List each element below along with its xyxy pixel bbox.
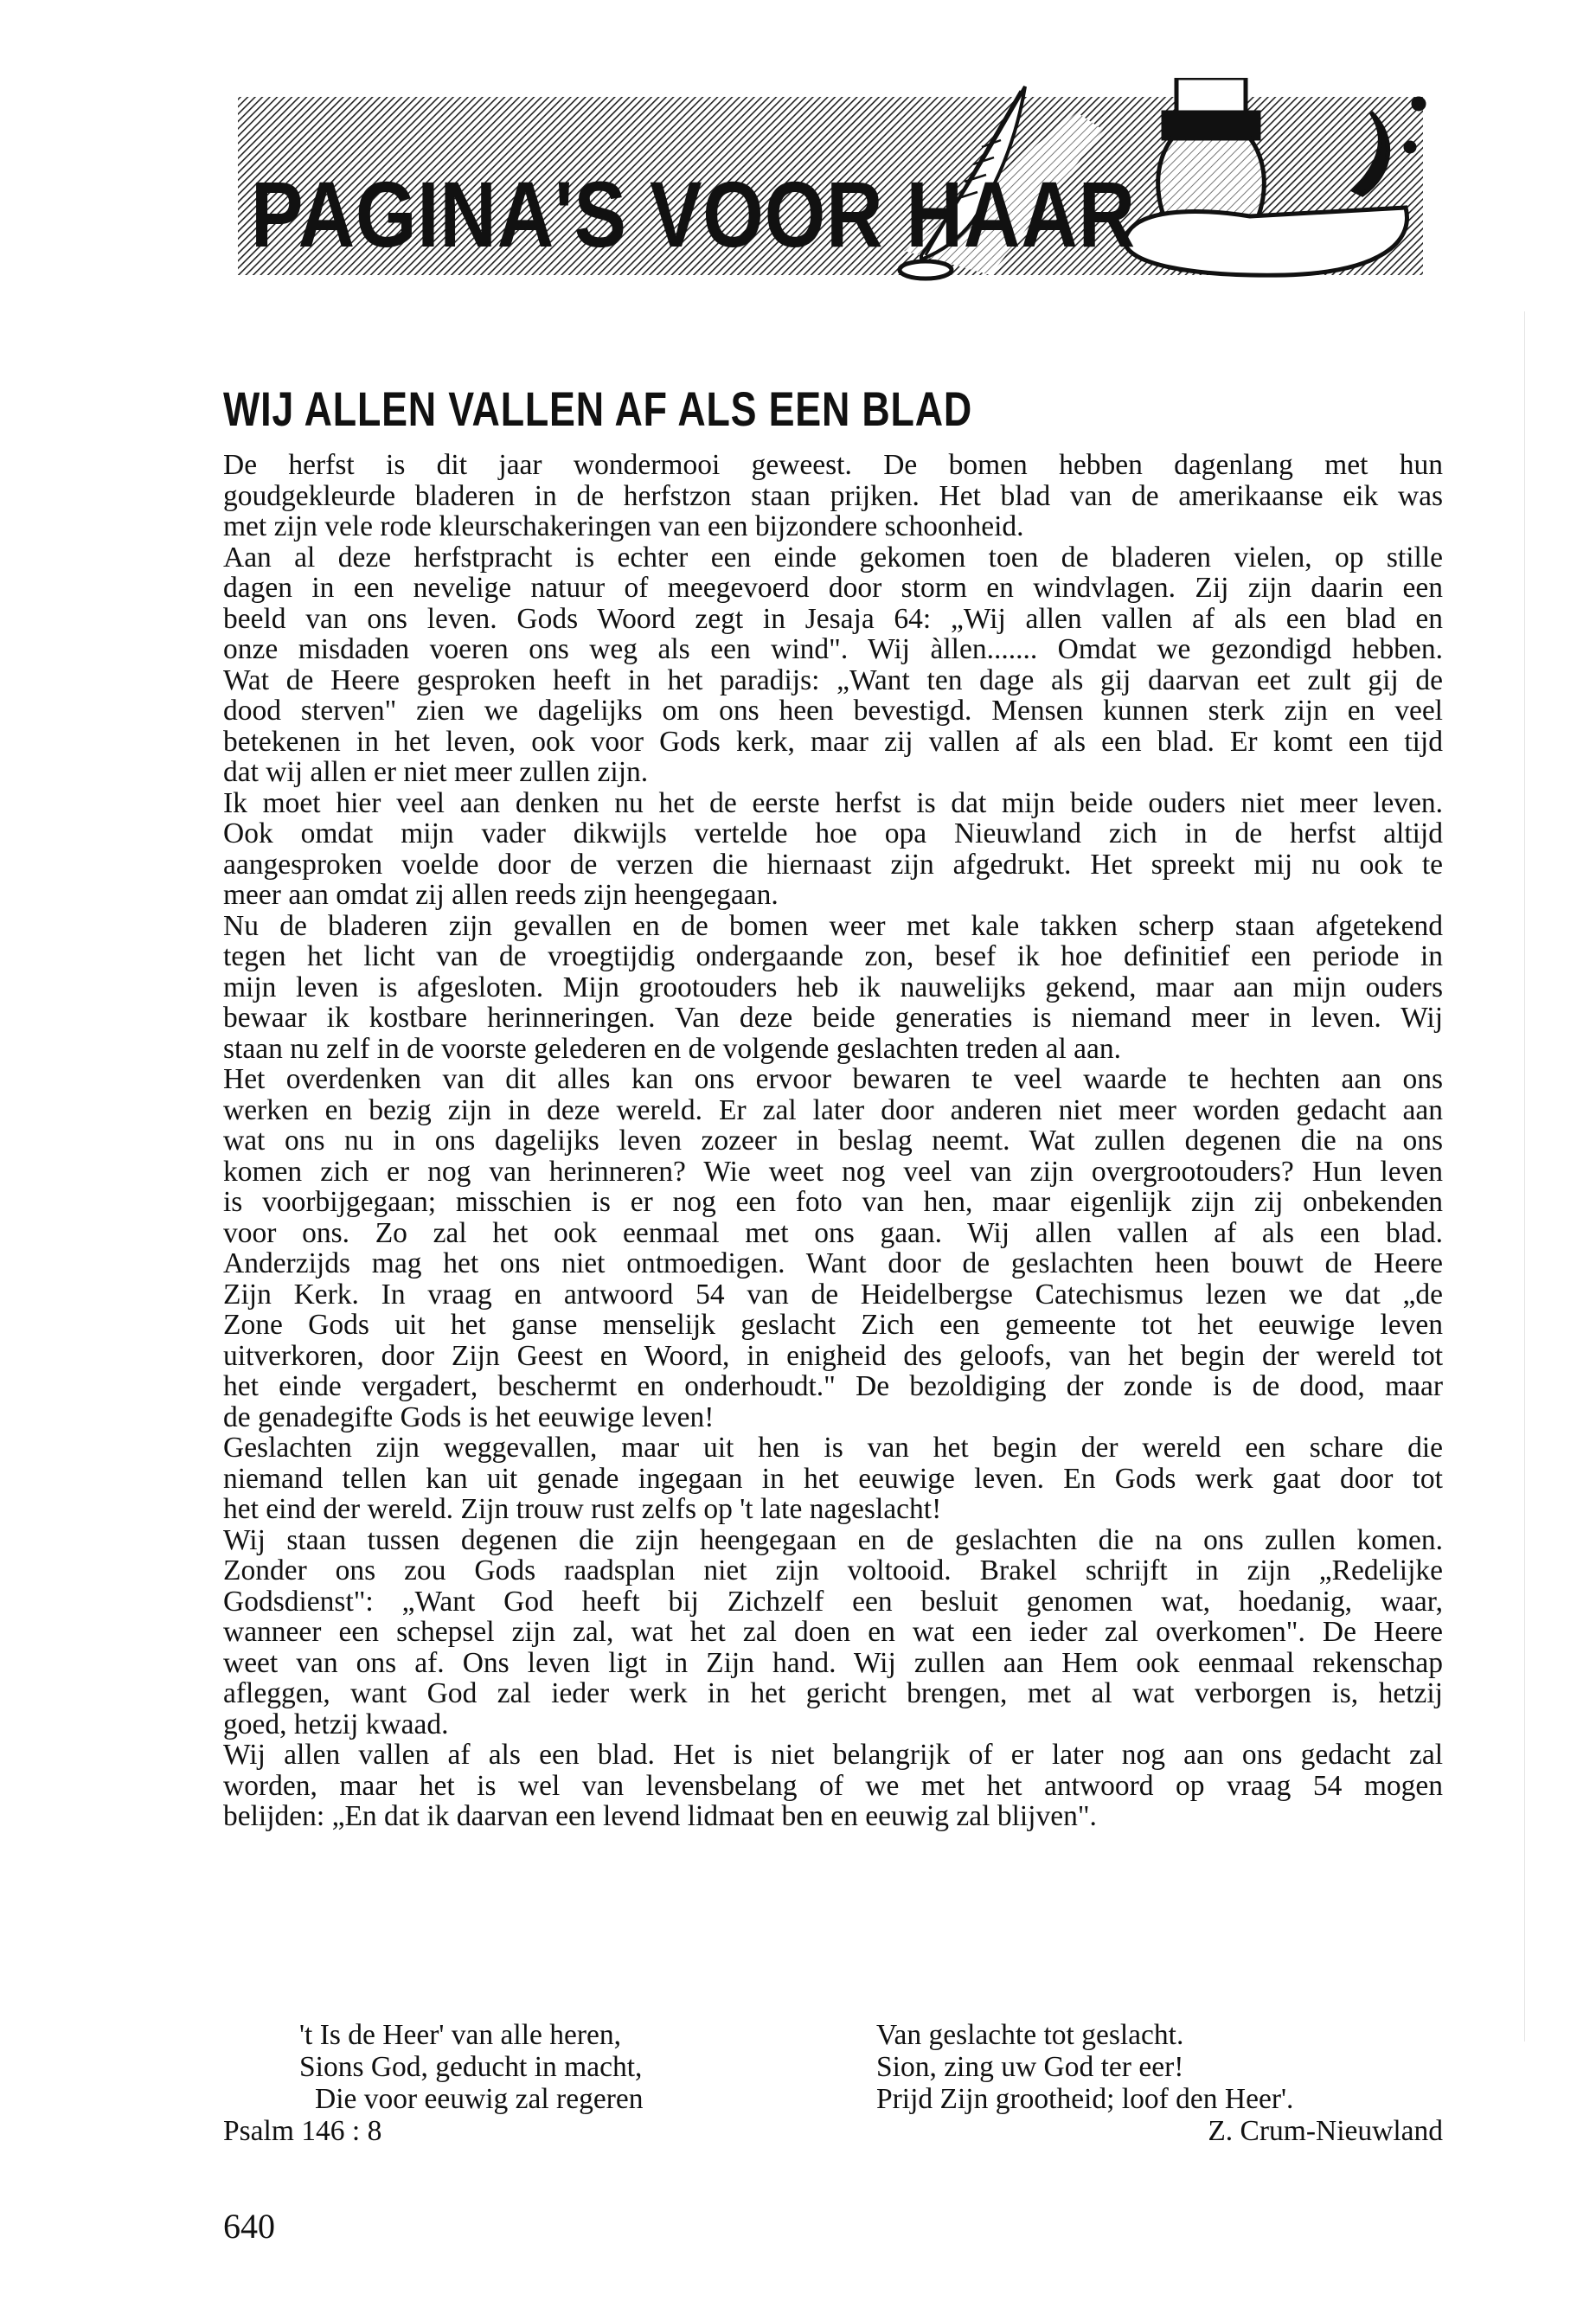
body-text-line: het einde vergadert, beschermt en onderhoudt." De bezoldiging der zonde is de dood, maar bbox=[223, 1370, 1443, 1402]
body-text-line: betekenen in het leven, ook voor Gods kerk, maar zij vallen af als een blad. Er komt een tijd bbox=[223, 725, 1443, 758]
body-text-line: Ik moet hier veel aan denken nu het de eerste herfst is dat mijn beide ouders niet meer leven. bbox=[223, 786, 1443, 819]
body-text-line: wanneer een schepsel zijn zal, wat het zal doen en wat een ieder zal overkomen". De Heere bbox=[223, 1616, 1443, 1648]
body-text-line: bewaar ik kostbare herinneringen. Van deze beide generaties is niemand meer in leven. Wij bbox=[223, 1002, 1443, 1034]
author-signature: Z. Crum-Nieuwland bbox=[1208, 2115, 1443, 2147]
body-text-line: werken en bezig zijn in deze wereld. Er zal later door anderen niet meer worden gedacht aan bbox=[223, 1093, 1443, 1126]
body-text-line: onze misdaden voeren ons weg als een wind". Wij àllen....... Omdat we gezondigd hebben. bbox=[223, 633, 1443, 665]
verse-right-column bbox=[876, 2019, 1293, 2115]
body-text-line: worden, maar het is wel van levensbelang of we met het antwoord op vraag 54 mogen bbox=[223, 1769, 1443, 1802]
body-text-line: komen zich er nog van herinneren? Wie weet nog veel van zijn overgrootouders? Hun leven bbox=[223, 1155, 1443, 1188]
body-text-line: Nu de bladeren zijn gevallen en de bomen weer met kale takken scherp staan afgetekend bbox=[223, 909, 1443, 942]
body-text-line: het eind der wereld. Zijn trouw rust zelfs op 't late nageslacht! bbox=[223, 1493, 942, 1525]
body-text-line: belijden: „En dat ik daarvan een levend lidmaat ben en eeuwig zal blijven". bbox=[223, 1800, 1097, 1832]
body-text-line: dat wij allen er niet meer zullen zijn. bbox=[223, 756, 649, 788]
psalm-verse bbox=[223, 2019, 1443, 2157]
body-text-line: meer aan omdat zij allen reeds zijn heengegaan. bbox=[223, 879, 779, 911]
body-text-line: wat ons nu in ons dagelijks leven zozeer in beslag neemt. Wat zullen degenen die na ons bbox=[223, 1125, 1443, 1157]
verse-line: Sion, zing uw God ter eer! bbox=[876, 2051, 1184, 2083]
body-text-line: Wat de Heere gesproken heeft in het paradijs: „Want ten dage als gij daarvan eet zult gij de bbox=[223, 663, 1443, 696]
body-text-line: goed, hetzij kwaad. bbox=[223, 1708, 449, 1740]
psalm-reference: Psalm 146 : 8 bbox=[223, 2115, 382, 2147]
body-text-line: Godsdienst": „Want God heeft bij Zichzelf een besluit genomen wat, hoedanig, waar, bbox=[223, 1585, 1443, 1618]
body-text-line: weet van ons af. Ons leven ligt in Zijn hand. Wij zullen aan Hem ook eenmaal rekenschap bbox=[223, 1646, 1443, 1679]
body-text-line: Geslachten zijn weggevallen, maar uit hen is van het begin der wereld een schare die bbox=[223, 1432, 1443, 1464]
body-text-line: dood sterven" zien we dagelijks om ons heen bevestigd. Mensen kunnen sterk zijn en veel bbox=[223, 695, 1443, 727]
body-text-line: niemand tellen kan uit genade ingegaan in het eeuwige leven. En Gods werk gaat door tot bbox=[223, 1462, 1443, 1495]
body-text-line: staan nu zelf in de voorste gelederen en de volgende geslachten treden al aan. bbox=[223, 1032, 1122, 1065]
body-text-line: met zijn vele rode kleurschakeringen van een bijzondere schoonheid. bbox=[223, 510, 1024, 542]
body-text-line: goudgekleurde bladeren in de herfstzon staan prijken. Het blad van de amerikaanse eik was bbox=[223, 479, 1443, 512]
verse-left-column bbox=[299, 2019, 643, 2115]
body-text-line: afleggen, want God zal ieder werk in het gericht brengen, met al wat verborgen is, hetzij bbox=[223, 1677, 1443, 1709]
verse-line: Sions God, geducht in macht, bbox=[299, 2051, 643, 2083]
body-text-line: dagen in een nevelige natuur of meegevoerd door storm en windvlagen. Zij zijn daarin een bbox=[223, 572, 1443, 604]
body-text-line: Zone Gods uit het ganse menselijk geslacht Zich een gemeente tot het eeuwige leven bbox=[223, 1309, 1443, 1341]
body-text-line: Zijn Kerk. In vraag en antwoord 54 van de Heidelbergse Catechismus lezen we dat „de bbox=[223, 1278, 1443, 1311]
verse-line: Van geslachte tot geslacht. bbox=[876, 2019, 1184, 2051]
article-title: WIJ ALLEN VALLEN AF ALS EEN BLAD bbox=[223, 381, 972, 436]
body-text-line: beeld van ons leven. Gods Woord zegt in Jesaja 64: „Wij allen vallen af als een blad en bbox=[223, 602, 1443, 635]
body-text-line: aangesproken voelde door de verzen die hiernaast zijn afgedrukt. Het spreekt mij nu ook te bbox=[223, 848, 1443, 881]
article-body bbox=[223, 450, 1443, 1832]
body-text-line: Ook omdat mijn vader dikwijls vertelde hoe opa Nieuwland zich in de herfst altijd bbox=[223, 817, 1443, 849]
verse-line: 't Is de Heer' van alle heren, bbox=[299, 2019, 622, 2051]
banner-title: PAGINA'S VOOR HAAR bbox=[251, 162, 1136, 266]
body-text-line: voor ons. Zo zal het ook eenmaal met ons gaan. Wij allen vallen af als een blad. bbox=[223, 1216, 1443, 1249]
body-text-line: Wij allen vallen af als een blad. Het is niet belangrijk of er later nog aan ons gedacht zal bbox=[223, 1739, 1443, 1771]
body-text-line: Anderzijds mag het ons niet ontmoedigen. Want door de geslachten heen bouwt de Heere bbox=[223, 1247, 1443, 1279]
body-text-line: Het overdenken van dit alles kan ons ervoor bewaren te veel waarde te hechten aan ons bbox=[223, 1063, 1443, 1095]
page-edge-rule bbox=[1524, 311, 1525, 2041]
body-text-line: mijn leven is afgesloten. Mijn grootouders heb ik nauwelijks gekend, maar aan mijn ouders bbox=[223, 971, 1443, 1003]
verse-line: Die voor eeuwig zal regeren bbox=[315, 2083, 644, 2115]
body-text-line: de genadegifte Gods is het eeuwige leven! bbox=[223, 1400, 715, 1433]
body-text-line: De herfst is dit jaar wondermooi geweest. De bomen hebben dagenlang met hun bbox=[223, 449, 1443, 481]
body-text-line: Zonder ons zou Gods raadsplan niet zijn voltooid. Brakel schrijft in zijn „Redelijke bbox=[223, 1554, 1443, 1586]
body-text-line: Aan al deze herfstpracht is echter een einde gekomen toen de bladeren vielen, op stille bbox=[223, 541, 1443, 574]
page-number: 640 bbox=[223, 2207, 275, 2246]
verse-line: Prijd Zijn grootheid; loof den Heer'. bbox=[876, 2083, 1294, 2115]
body-text-line: uitverkoren, door Zijn Geest en Woord, in enigheid des geloofs, van het begin der wereld tot bbox=[223, 1339, 1443, 1372]
body-text-line: Wij staan tussen degenen die zijn heengegaan en de geslachten die na ons zullen komen. bbox=[223, 1523, 1443, 1556]
header-banner bbox=[229, 78, 1436, 303]
body-text-line: is voorbijgegaan; misschien is er nog een foto van hen, maar eigenlijk zijn zij onbekenden bbox=[223, 1186, 1443, 1218]
body-text-line: tegen het licht van de vroegtijdig ondergaande zon, besef ik hoe definitief een periode in bbox=[223, 940, 1443, 972]
